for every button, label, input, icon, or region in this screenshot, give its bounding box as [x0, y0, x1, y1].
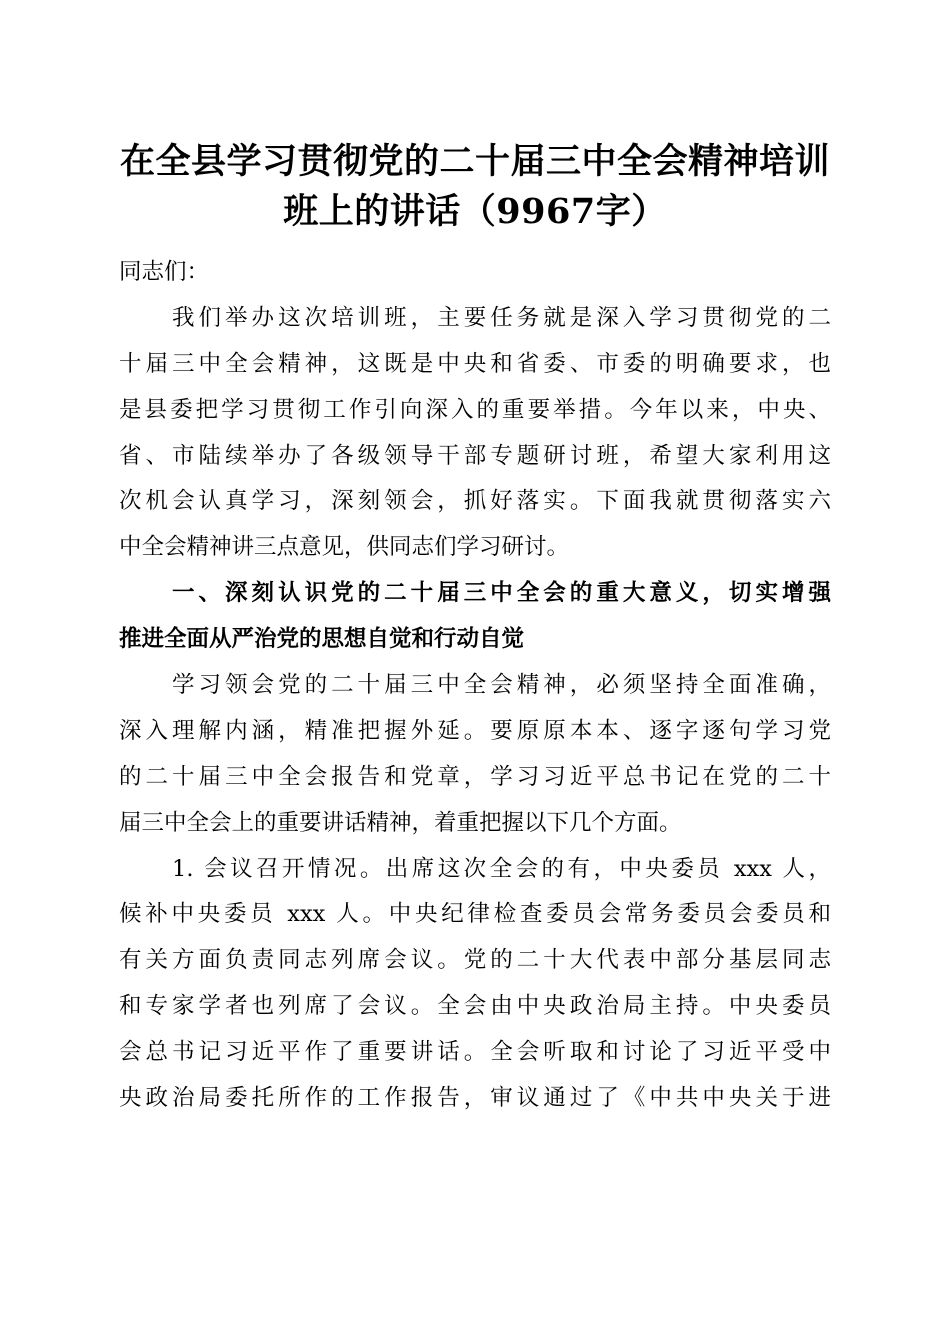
para1-line: 中全会精神讲三点意见，供同志们学习研讨。	[119, 534, 570, 561]
para3-line: 1. 会议召开情况。出席这次全会的有，中央委员 xxx 人，	[172, 855, 831, 882]
para1-line: 我们举办这次培训班，主要任务就是深入学习贯彻党的二	[172, 304, 831, 331]
para1-line: 次机会认真学习，深刻领会，抓好落实。下面我就贯彻落实六	[119, 488, 831, 515]
para3-line: 会总书记习近平作了重要讲话。全会听取和讨论了习近平受中	[119, 1039, 831, 1066]
title-line-2: 班上的讲话（9967字）	[283, 191, 667, 232]
para2-line: 的二十届三中全会报告和党章，学习习近平总书记在党的二十	[119, 763, 831, 790]
document-body	[119, 250, 831, 1122]
salutation: 同志们：	[119, 259, 210, 285]
para1-line: 省、市陆续举办了各级领导干部专题研讨班，希望大家利用这	[119, 442, 831, 469]
para3-line: 和专家学者也列席了会议。全会由中央政治局主持。中央委员	[119, 993, 831, 1020]
para2-line: 学习领会党的二十届三中全会精神，必须坚持全面准确，	[172, 672, 831, 699]
para1-line: 十届三中全会精神，这既是中央和省委、市委的明确要求，也	[119, 350, 831, 377]
section-heading-line: 推进全面从严治党的思想自觉和行动自觉	[119, 626, 525, 653]
section-heading-line: 一、深刻认识党的二十届三中全会的重大意义，切实增强	[172, 580, 831, 607]
para2-line: 深入理解内涵，精准把握外延。要原原本本、逐字逐句学习党	[119, 717, 831, 744]
document-title	[100, 137, 850, 237]
para3-line: 央政治局委托所作的工作报告，审议通过了《中共中央关于进	[119, 1085, 831, 1112]
para1-line: 是县委把学习贯彻工作引向深入的重要举措。今年以来，中央、	[119, 396, 831, 423]
para3-line: 候补中央委员 xxx 人。中央纪律检查委员会常务委员会委员和	[119, 901, 831, 928]
para3-line: 有关方面负责同志列席会议。党的二十大代表中部分基层同志	[119, 947, 831, 974]
title-line-1: 在全县学习贯彻党的二十届三中全会精神培训	[119, 141, 830, 182]
para2-line: 届三中全会上的重要讲话精神，着重把握以下几个方面。	[119, 809, 682, 836]
